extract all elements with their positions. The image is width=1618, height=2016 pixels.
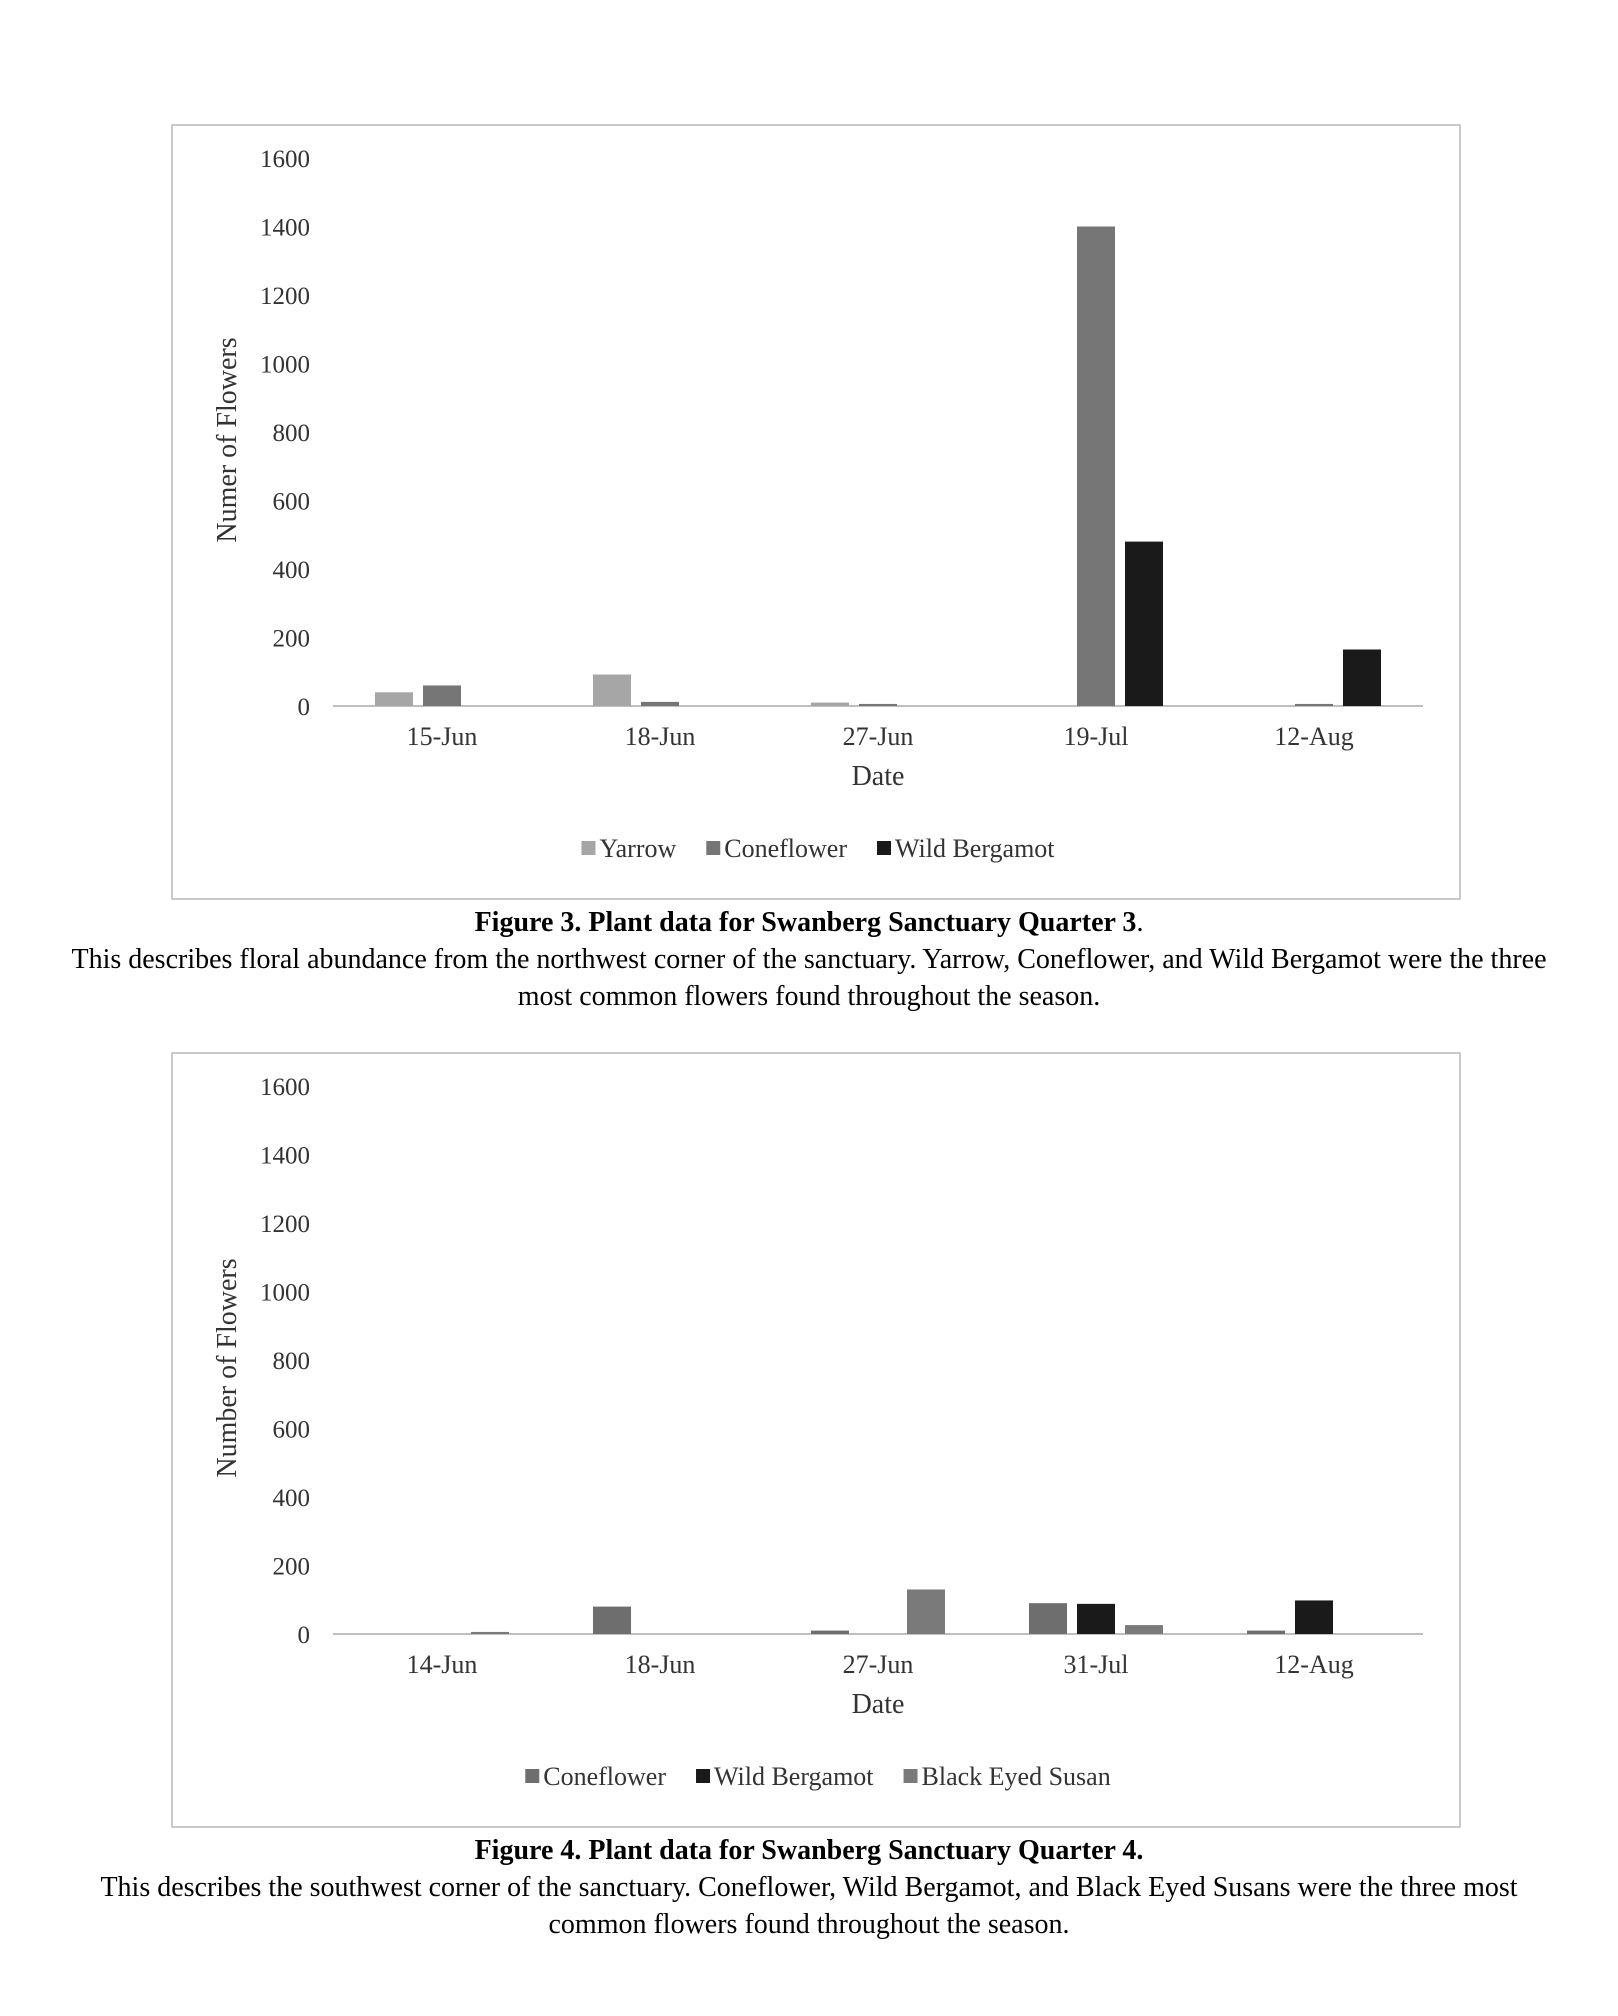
legend xyxy=(581,834,1055,863)
bar xyxy=(1295,1600,1333,1634)
y-tick-label: 800 xyxy=(272,1348,310,1375)
legend-label: Coneflower xyxy=(543,1762,667,1791)
figure-3-chart-svg xyxy=(173,126,1463,902)
y-tick-label: 400 xyxy=(272,557,310,584)
y-axis-title: Number of Flowers xyxy=(212,1258,243,1478)
y-axis-title: Numer of Flowers xyxy=(212,337,243,543)
y-tick-label: 1600 xyxy=(260,146,310,173)
y-tick-label: 1000 xyxy=(260,1279,310,1307)
bar xyxy=(1077,227,1115,707)
bar xyxy=(859,704,897,706)
figure-4-caption-text: This describes the southwest corner of the sanctuary. Coneflower, Wild Bergamot, and Black Eyed Susans were the three most common flowers found throughout the season. xyxy=(100,1872,1518,1940)
bar xyxy=(1125,1625,1163,1634)
legend-swatch xyxy=(581,841,595,855)
figure-3-caption-text: This describes floral abundance from the northwest corner of the sanctuary. Yarrow, Coneflower, and Wild Bergamot were the three most common flowers found throughout the season. xyxy=(71,944,1547,1012)
y-tick-label: 1200 xyxy=(260,283,310,310)
x-tick-label: 19-Jul xyxy=(1063,722,1129,751)
bar xyxy=(375,692,413,706)
y-tick-label: 1400 xyxy=(260,214,310,242)
x-tick-label: 18-Jun xyxy=(624,722,696,751)
y-tick-label: 1400 xyxy=(260,1142,310,1170)
bar xyxy=(593,1607,631,1634)
x-tick-label: 18-Jun xyxy=(624,1650,696,1679)
y-tick-label: 0 xyxy=(297,1622,310,1649)
bar xyxy=(641,702,679,706)
x-tick-label: 27-Jun xyxy=(842,722,914,751)
y-tick-label: 0 xyxy=(297,694,310,721)
figure-3-chart xyxy=(171,124,1461,900)
figure-3-caption-title-suffix: . xyxy=(1136,907,1144,938)
bar xyxy=(1343,649,1381,706)
bar xyxy=(1125,542,1163,706)
y-tick-label: 200 xyxy=(272,625,310,653)
figure-4-chart xyxy=(171,1052,1461,1828)
x-tick-label: 31-Jul xyxy=(1063,1650,1129,1679)
legend-label: Coneflower xyxy=(724,834,848,863)
y-tick-label: 400 xyxy=(272,1485,310,1512)
figure-4-chart-svg xyxy=(173,1054,1463,1830)
figure-4-caption-title: Figure 4. Plant data for Swanberg Sanctuary Quarter 4. xyxy=(474,1835,1144,1866)
legend-label: Yarrow xyxy=(599,834,677,863)
x-axis-title: Date xyxy=(851,761,905,792)
legend-swatch xyxy=(706,841,720,855)
x-tick-label: 12-Aug xyxy=(1274,1650,1354,1679)
y-tick-label: 200 xyxy=(272,1553,310,1581)
bar xyxy=(423,685,461,706)
x-tick-label: 14-Jun xyxy=(406,1650,478,1679)
y-tick-label: 600 xyxy=(272,1416,310,1444)
bar xyxy=(1077,1604,1115,1634)
legend-label: Black Eyed Susan xyxy=(921,1762,1111,1791)
y-tick-label: 1600 xyxy=(260,1074,310,1101)
x-tick-label: 15-Jun xyxy=(406,722,478,751)
x-axis-title: Date xyxy=(851,1689,905,1720)
bar xyxy=(1295,704,1333,706)
y-tick-label: 1200 xyxy=(260,1211,310,1238)
legend-label: Wild Bergamot xyxy=(714,1762,874,1791)
bar xyxy=(1247,1631,1285,1634)
legend-swatch xyxy=(696,1769,710,1783)
figure-3-caption-title: Figure 3. Plant data for Swanberg Sanctuary Quarter 3 xyxy=(474,907,1137,938)
x-tick-label: 12-Aug xyxy=(1274,722,1354,751)
y-tick-label: 600 xyxy=(272,488,310,516)
bar xyxy=(471,1632,509,1634)
legend-label: Wild Bergamot xyxy=(895,834,1055,863)
bar xyxy=(811,1631,849,1634)
bar xyxy=(1029,1603,1067,1634)
legend xyxy=(525,1762,1110,1791)
bar xyxy=(593,674,631,706)
y-tick-label: 1000 xyxy=(260,351,310,379)
y-tick-label: 800 xyxy=(272,420,310,447)
figure-3-caption xyxy=(60,904,1558,1015)
legend-swatch xyxy=(877,841,891,855)
bar xyxy=(907,1589,945,1634)
bar xyxy=(811,703,849,706)
figure-4-caption xyxy=(60,1832,1558,1943)
legend-swatch xyxy=(525,1769,539,1783)
x-tick-label: 27-Jun xyxy=(842,1650,914,1679)
legend-swatch xyxy=(904,1769,918,1783)
